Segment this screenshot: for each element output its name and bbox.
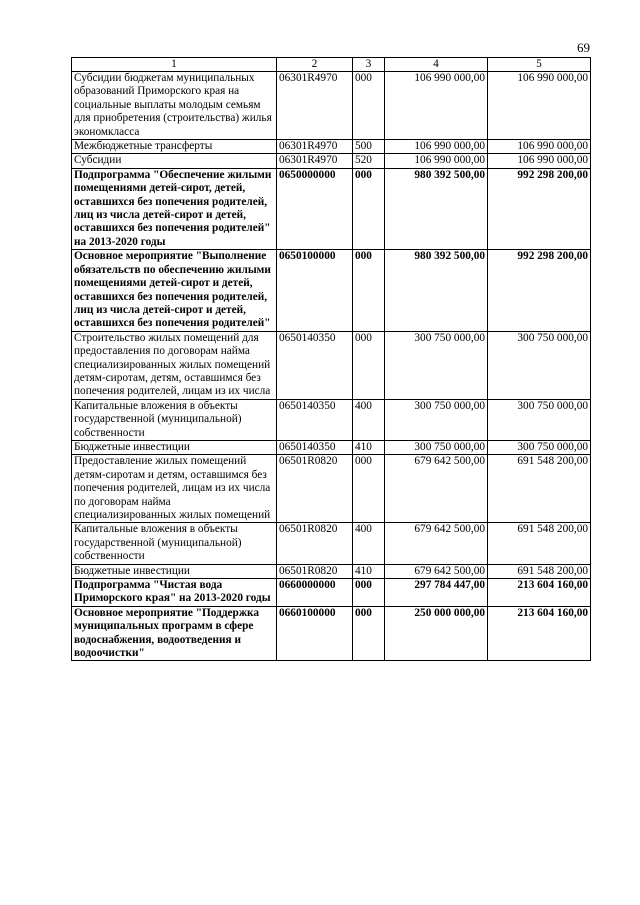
row-code-cell: 06301R4970 [277, 154, 353, 168]
row-type-cell: 000 [353, 168, 385, 249]
row-type-cell: 500 [353, 140, 385, 154]
row-type-cell: 410 [353, 564, 385, 578]
row-amount-col5-cell: 106 990 000,00 [488, 140, 591, 154]
row-name-cell: Бюджетные инвестиции [72, 440, 277, 454]
table-row [72, 140, 591, 154]
row-name-cell: Основное мероприятие "Выполнение обязательств по обеспечению жилыми помещениями детей-сирот и детей, оставшихся без попечения родителей, лиц из числа детей-сирот и детей, оставшихся без попечения родителей" [72, 250, 277, 331]
table-row [72, 455, 591, 523]
row-amount-col5-cell: 213 604 160,00 [488, 606, 591, 661]
row-amount-col5-cell: 992 298 200,00 [488, 250, 591, 331]
row-code-cell: 06301R4970 [277, 72, 353, 140]
row-name-cell: Субсидии [72, 154, 277, 168]
table-row [72, 168, 591, 249]
row-code-cell: 06501R0820 [277, 455, 353, 523]
row-code-cell: 0650000000 [277, 168, 353, 249]
row-amount-col5-cell: 106 990 000,00 [488, 72, 591, 140]
row-code-cell: 0650140350 [277, 440, 353, 454]
row-code-cell: 0650140350 [277, 399, 353, 440]
row-code-cell: 0660000000 [277, 579, 353, 607]
row-name-cell: Капитальные вложения в объекты государственной (муниципальной) собственности [72, 399, 277, 440]
table-row [72, 72, 591, 140]
row-amount-col4-cell: 300 750 000,00 [385, 331, 488, 399]
page-number: 69 [577, 40, 590, 55]
row-amount-col5-cell: 992 298 200,00 [488, 168, 591, 249]
budget-table [71, 57, 591, 661]
row-name-cell: Субсидии бюджетам муниципальных образований Приморского края на социальные выплаты молодым семьям для приобретения (строительства) жилья экономкласса [72, 72, 277, 140]
row-type-cell: 000 [353, 250, 385, 331]
row-name-cell: Строительство жилых помещений для предоставления по договорам найма специализированных жилых помещений детям-сиротам, детям, оставшимся без попечения родителей, лицам из их числа [72, 331, 277, 399]
row-amount-col5-cell: 691 548 200,00 [488, 455, 591, 523]
table-row [72, 250, 591, 331]
row-amount-col4-cell: 679 642 500,00 [385, 564, 488, 578]
row-code-cell: 06501R0820 [277, 564, 353, 578]
table-row [72, 523, 591, 564]
table-row [72, 399, 591, 440]
row-amount-col5-cell: 691 548 200,00 [488, 564, 591, 578]
row-amount-col5-cell: 106 990 000,00 [488, 154, 591, 168]
column-header-5: 5 [488, 58, 591, 72]
row-type-cell: 000 [353, 331, 385, 399]
table-row [72, 331, 591, 399]
row-amount-col4-cell: 679 642 500,00 [385, 455, 488, 523]
row-name-cell: Основное мероприятие "Поддержка муниципальных программ в сфере водоснабжения, водоотведения и водоочистки" [72, 606, 277, 661]
column-header-4: 4 [385, 58, 488, 72]
row-type-cell: 000 [353, 455, 385, 523]
row-amount-col4-cell: 980 392 500,00 [385, 168, 488, 249]
row-amount-col5-cell: 300 750 000,00 [488, 331, 591, 399]
row-amount-col4-cell: 980 392 500,00 [385, 250, 488, 331]
row-type-cell: 000 [353, 606, 385, 661]
row-type-cell: 400 [353, 399, 385, 440]
row-name-cell: Бюджетные инвестиции [72, 564, 277, 578]
row-amount-col5-cell: 300 750 000,00 [488, 440, 591, 454]
row-amount-col4-cell: 300 750 000,00 [385, 399, 488, 440]
row-type-cell: 000 [353, 72, 385, 140]
row-amount-col5-cell: 691 548 200,00 [488, 523, 591, 564]
row-code-cell: 0650100000 [277, 250, 353, 331]
row-amount-col4-cell: 300 750 000,00 [385, 440, 488, 454]
column-header-2: 2 [277, 58, 353, 72]
row-code-cell: 0660100000 [277, 606, 353, 661]
row-type-cell: 400 [353, 523, 385, 564]
row-name-cell: Подпрограмма "Обеспечение жилыми помещениями детей-сирот, детей, оставшихся без попечения родителей, лиц из числа детей-сирот и детей, оставшихся без попечения родителей" на 2013-2020 годы [72, 168, 277, 249]
row-amount-col4-cell: 679 642 500,00 [385, 523, 488, 564]
row-amount-col5-cell: 213 604 160,00 [488, 579, 591, 607]
row-amount-col5-cell: 300 750 000,00 [488, 399, 591, 440]
row-code-cell: 06501R0820 [277, 523, 353, 564]
row-name-cell: Капитальные вложения в объекты государственной (муниципальной) собственности [72, 523, 277, 564]
row-name-cell: Подпрограмма "Чистая вода Приморского края" на 2013-2020 годы [72, 579, 277, 607]
column-header-3: 3 [353, 58, 385, 72]
row-amount-col4-cell: 106 990 000,00 [385, 72, 488, 140]
row-amount-col4-cell: 297 784 447,00 [385, 579, 488, 607]
table-row [72, 579, 591, 607]
row-name-cell: Предоставление жилых помещений детям-сиротам и детям, оставшимся без попечения родителей, лицам из их числа по договорам найма специализированных жилых помещений [72, 455, 277, 523]
row-type-cell: 000 [353, 579, 385, 607]
row-code-cell: 06301R4970 [277, 140, 353, 154]
column-header-1: 1 [72, 58, 277, 72]
table-header-row [72, 58, 591, 72]
row-type-cell: 410 [353, 440, 385, 454]
table-row [72, 606, 591, 661]
table-row [72, 440, 591, 454]
row-code-cell: 0650140350 [277, 331, 353, 399]
row-amount-col4-cell: 250 000 000,00 [385, 606, 488, 661]
row-amount-col4-cell: 106 990 000,00 [385, 154, 488, 168]
row-name-cell: Межбюджетные трансферты [72, 140, 277, 154]
table-row [72, 564, 591, 578]
row-amount-col4-cell: 106 990 000,00 [385, 140, 488, 154]
row-type-cell: 520 [353, 154, 385, 168]
table-row [72, 154, 591, 168]
